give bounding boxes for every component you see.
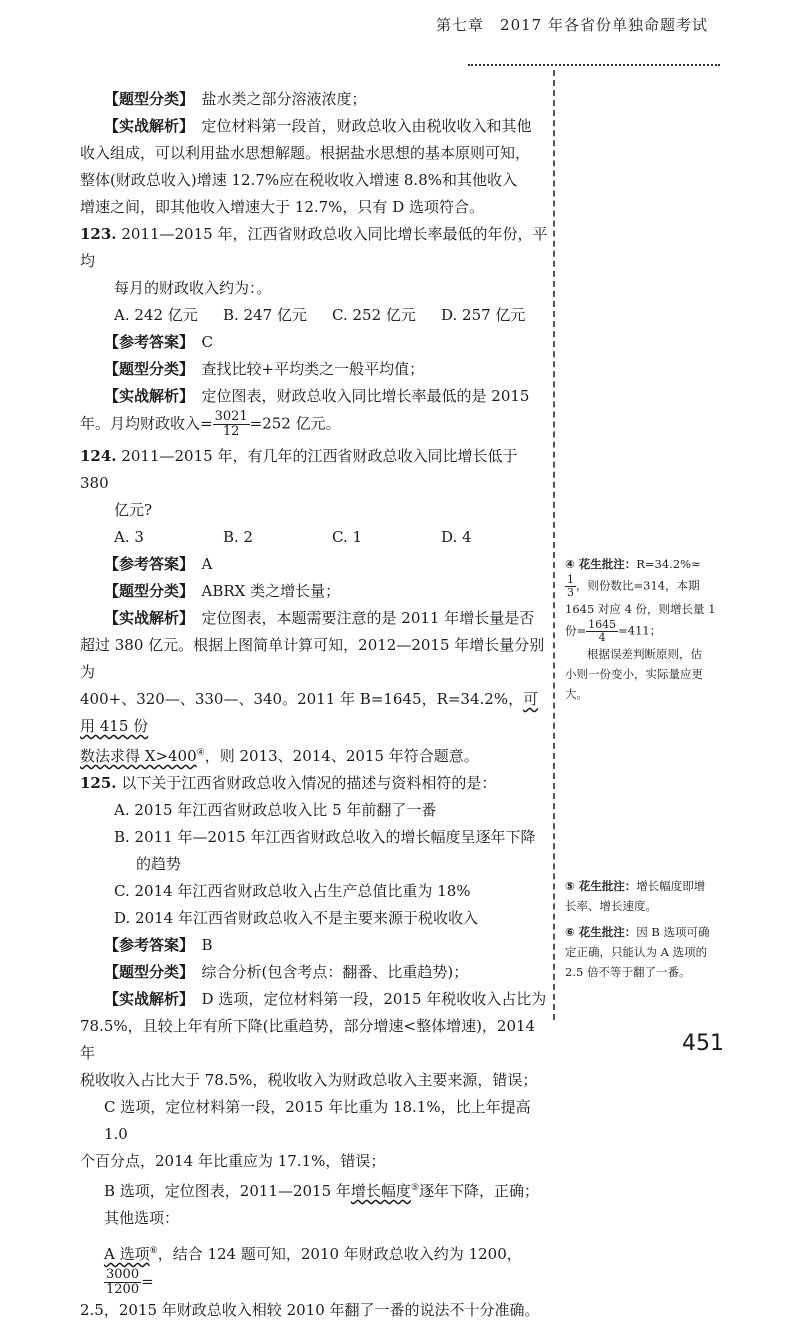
note-5: ⑤ 花生批注：增长幅度即增 长率、增长速度。 — [565, 879, 706, 913]
analysis-text: 税收收入占比大于 78.5%，税收收入为财政总收入主要来源，错误； — [80, 1071, 538, 1089]
option-c: C. 2014 年江西省财政总收入占生产总值比重为 18% — [114, 882, 471, 900]
analysis-line: 【实战解析】 D 选项，定位材料第一段，2015 年税收收入占比为 — [104, 990, 547, 1008]
option-b: B. 247 亿元 — [223, 306, 307, 324]
analysis-line: 【实战解析】 定位材料第一段首，财政总收入由税收收入和其他 — [104, 117, 532, 135]
option-d: D. 257 亿元 — [441, 306, 526, 324]
analysis-text: A 选项⑥，结合 124 题可知，2010 年财政总收入约为 1200， $\frac{3000}{1200}$ = — [104, 1245, 522, 1297]
margin-divider — [553, 70, 555, 1020]
type-line: 【题型分类】 查找比较+平均类之一般平均值； — [104, 360, 425, 378]
option-a: A. 242 亿元 — [114, 306, 198, 324]
analysis-text: 增速之间，即其他收入增速大于 12.7%，只有 D 选项符合。 — [80, 198, 484, 216]
option-b-cont: 的趋势 — [136, 855, 182, 873]
type-line: 【题型分类】 综合分析(包含考点：翻番、比重趋势)； — [104, 963, 469, 981]
analysis-text: C 选项，定位材料第一段，2015 年比重为 18.1%，比上年提高 1.0 — [104, 1098, 531, 1143]
analysis-text: 78.5%，且较上年有所下降(比重趋势，部分增速<整体增速)，2014 年 — [80, 1017, 536, 1062]
analysis-text: 数法求得 X>400④，则 2013、2014、2015 年符合题意。 — [80, 747, 479, 765]
type-line: 【题型分类】 盐水类之部分溶液浓度； — [104, 90, 367, 108]
answer-line: 【参考答案】 C — [104, 333, 214, 351]
answer-line: 【参考答案】 B — [104, 936, 213, 954]
analysis-line: 【实战解析】 定位图表，财政总收入同比增长率最低的是 2015 — [104, 387, 530, 405]
option-a: A. 2015 年江西省财政总收入比 5 年前翻了一番 — [114, 801, 437, 819]
fraction: $\frac{1}{3}$ — [567, 573, 574, 599]
option-b: B. 2 — [223, 528, 254, 546]
type-line: 【题型分类】 ABRX 类之增长量； — [104, 582, 341, 600]
running-header: 第七章 2017 年各省份单独命题考试 — [436, 16, 708, 34]
question-stem: 亿元? — [114, 501, 153, 519]
analysis-text: 超过 380 亿元。根据上图简单计算可知，2012—2015 年增长量分别为 — [80, 636, 545, 681]
question-123: 123. 2011—2015 年，江西省财政总收入同比增长率最低的年份，平均 — [80, 225, 548, 270]
option-c: C. 252 亿元 — [332, 306, 416, 324]
analysis-text: 整体(财政总收入)增速 12.7%应在税收收入增速 8.8%和其他收入 — [80, 171, 518, 189]
analysis-text: 2.5，2015 年财政总收入相较 2010 年翻了一番的说法不十分准确。 — [80, 1301, 540, 1319]
option-b: B. 2011 年—2015 年江西省财政总收入的增长幅度呈逐年下降 — [114, 828, 536, 846]
question-125: 125. 以下关于江西省财政总收入情况的描述与资料相符的是： — [80, 774, 497, 792]
answer-line: 【参考答案】 A — [104, 555, 213, 573]
options-123 — [80, 302, 550, 329]
option-d: D. 4 — [441, 528, 472, 546]
page-number: 451 — [682, 1031, 724, 1056]
option-c: C. 1 — [332, 528, 363, 546]
options-124 — [80, 524, 550, 551]
option-d: D. 2014 年江西省财政总收入不是主要来源于税收收入 — [114, 909, 478, 927]
analysis-text: B 选项，定位图表，2011—2015 年增长幅度⑤逐年下降，正确； — [104, 1182, 540, 1200]
fraction: $\frac{1645}{4}$ — [588, 618, 617, 644]
note-6: ⑥ 花生批注：因 B 选项可确 定正确，只能认为 A 选项的 2.5 倍不等于翻了一番。 — [565, 925, 710, 979]
analysis-text: 年。月均财政收入= $\frac{3021}{12}$ =252 亿元。 — [80, 409, 341, 439]
fraction: $\frac{3000}{1200}$ — [106, 1267, 140, 1297]
analysis-text: 400+、320—、330—、340。2011 年 B=1645，R=34.2%，可用 415 份 — [80, 690, 539, 735]
main-text — [80, 86, 550, 1324]
question-124: 124. 2011—2015 年，有几年的江西省财政总收入同比增长低于 380 — [80, 447, 518, 492]
fraction: $\frac{3021}{12}$ — [214, 409, 248, 439]
analysis-line: 【实战解析】 定位图表，本题需要注意的是 2011 年增长量是否 — [104, 609, 535, 627]
analysis-text: 个百分点，2014 年比重应为 17.1%，错误； — [80, 1152, 386, 1170]
question-stem: 每月的财政收入约为：。 — [114, 279, 272, 297]
option-a: A. 3 — [114, 528, 144, 546]
analysis-text: 收入组成，可以利用盐水思想解题。根据盐水思想的基本原则可知， — [80, 144, 531, 162]
analysis-text: 其他选项： — [104, 1209, 180, 1227]
header-rule — [468, 64, 720, 66]
note-4: ④ 花生批注：R=34.2%≈ $\frac{1}{3}$ ，则份数比=314，本期 1645 对应 4 份，则增长量 1 份= $\frac{1645}{4}$ =411； 根据误差判断原则，估 小则一份变小，实际量应更 大。 — [565, 557, 716, 701]
